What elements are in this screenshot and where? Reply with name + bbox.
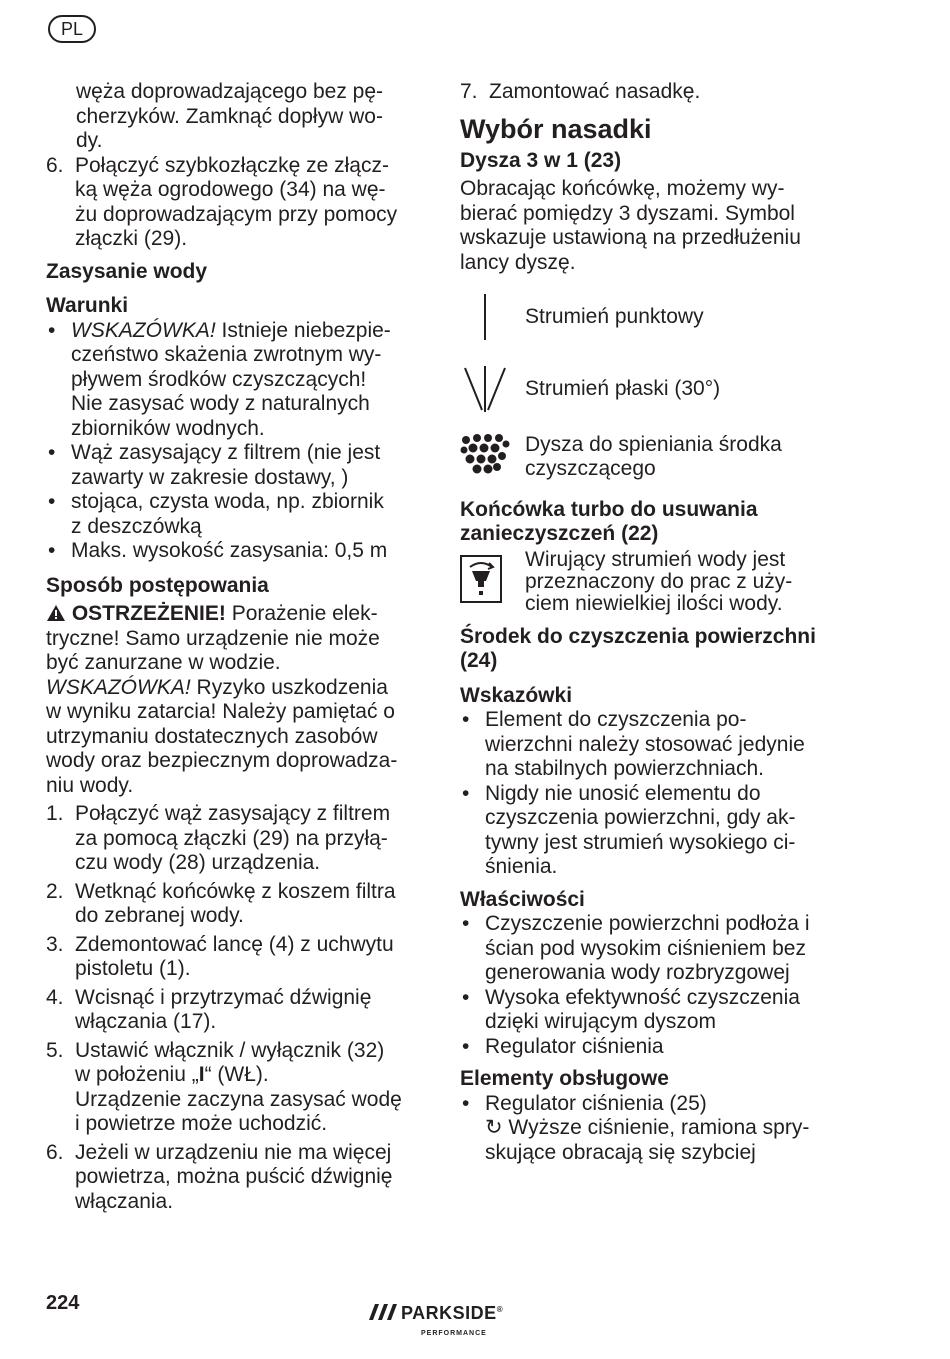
symbol-label: Strumień płaski (30°) (525, 376, 721, 400)
flat-jet-icon (460, 364, 510, 414)
switch-position: I (198, 1063, 205, 1086)
subsection-heading: Elementy obsługowe (460, 1067, 669, 1090)
text-line: Urządzenie zaczyna zasysać wodę (75, 1087, 402, 1111)
text-line: być zanurzane w wodzie. (46, 651, 281, 674)
text-line: żu doprowadzającym przy pomocy (75, 202, 398, 226)
symbol-row (460, 289, 840, 345)
page-number: 224 (46, 1292, 80, 1314)
foam-nozzle-icon (460, 434, 510, 478)
text-line: wierzchni należy stosować jedynie (485, 732, 805, 756)
text-line: dzięki wirującym dyszom (485, 1010, 717, 1033)
text-line: ciem niewielkiej ilości wody. (525, 591, 783, 615)
text-line: lancy dyszę. (460, 250, 576, 274)
list-item (46, 986, 424, 1035)
list-item (460, 986, 840, 1035)
text-line: utrzymaniu dostatecznych zasobów (46, 724, 378, 748)
brand-name: PARKSIDE® (401, 1303, 504, 1323)
list-item (46, 441, 424, 490)
text-line: złączki (29). (75, 227, 188, 250)
text-line: wody oraz bezpiecznym doprowadza- (46, 749, 398, 772)
subsection-heading (460, 625, 840, 674)
text-line: w położeniu „I“ (WŁ). (75, 1063, 269, 1086)
bullet: • (48, 539, 56, 562)
text-line: Regulator ciśnienia (485, 1034, 664, 1058)
warning-label: OSTRZEŻENIE! (71, 602, 226, 625)
symbol-row (460, 547, 840, 615)
brand-logo (365, 1298, 525, 1338)
text-line: bierać pomiędzy 3 dyszami. Symbol (460, 201, 795, 225)
subsection-heading: Warunki (46, 294, 129, 317)
list-item (46, 880, 424, 929)
text-line (71, 319, 424, 344)
text-line (46, 602, 424, 627)
bullet: • (462, 1091, 470, 1115)
text-line: Jeżeli w urządzeniu nie ma więcej (75, 1140, 392, 1164)
steps-list (46, 802, 424, 1214)
text-line: powietrza, można puścić dźwignię (75, 1165, 393, 1188)
warning-icon (46, 604, 66, 622)
bullet: • (462, 708, 470, 731)
text-line: Czyszczenie powierzchni podłoża i (485, 912, 810, 935)
symbol-label: czyszczącego (525, 456, 656, 480)
text-line: czyszczenia powierzchni, gdy ak- (485, 806, 796, 829)
page-section-title: Wybór nasadki (460, 113, 652, 144)
conditions-list (46, 319, 424, 564)
section-heading: Zasysanie wody (46, 259, 208, 283)
text-line: przeznaczony do prac z uży- (525, 569, 793, 593)
list-item (46, 933, 424, 982)
list-item (46, 1141, 424, 1215)
text-line: dy. (76, 129, 103, 152)
subsection-heading: Dysza 3 w 1 (23) (460, 148, 622, 172)
bullet: • (48, 441, 56, 464)
right-column (460, 80, 840, 1165)
bullet: • (462, 912, 470, 935)
bullet: • (462, 985, 470, 1009)
text-line: tywny jest strumień wysokiego ci- (485, 830, 796, 854)
text-line: ↻ Wyższe ciśnienie, ramiona spry- (485, 1116, 810, 1139)
warning-block (46, 602, 424, 798)
left-column (46, 80, 424, 1214)
continued-paragraph (46, 80, 424, 154)
text-line: Wcisnąć i przytrzymać dźwignię (75, 985, 372, 1009)
subsection-heading (460, 498, 840, 547)
text-line: Nie zasysać wody z naturalnych (71, 392, 370, 415)
properties-list (460, 912, 840, 1059)
turbo-nozzle-icon (460, 555, 510, 603)
item-number: 6. (46, 1140, 64, 1164)
subsection-heading: Wskazówki (460, 683, 573, 707)
text-line: czeństwo skażenia zwrotnym wy- (71, 343, 382, 366)
text-line: skujące obracają się szybciej (485, 1140, 756, 1164)
item-number: 5. (46, 1038, 64, 1062)
text-line: w wyniku zatarcia! Należy pamiętać o (46, 700, 395, 723)
text-line: Środek do czyszczenia powierzchni (460, 624, 816, 648)
text-line: włączania (17). (75, 1010, 217, 1033)
text-line: niu wody. (46, 773, 134, 797)
controls-list (460, 1092, 840, 1166)
text-line-rest: Porażenie elek- (225, 602, 378, 625)
list-item (460, 1092, 840, 1166)
item-number: 6. (46, 153, 64, 177)
text-line: Wąż zasysający z filtrem (nie jest (71, 441, 381, 464)
list-item (460, 782, 840, 880)
text-line: za pomocą złączki (29) na przyłą- (75, 826, 388, 850)
item-number: 2. (46, 879, 64, 903)
nozzle-description (460, 177, 840, 275)
symbol-label: Dysza do spieniania środka (525, 433, 782, 456)
text-line: Połączyć szybkozłączkę ze złącz- (75, 153, 389, 177)
bullet: • (48, 318, 56, 342)
text-line: Wetknąć końcówkę z koszem filtra (75, 879, 396, 903)
hints-list (460, 708, 840, 880)
list-item (46, 319, 424, 442)
brand-slashes-icon (365, 1304, 397, 1320)
text-line: Końcówka turbo do usuwania (460, 497, 758, 521)
text-line: cherzyków. Zamknąć dopływ wo- (76, 104, 383, 128)
text-line: Wysoka efektywność czyszczenia (485, 985, 800, 1009)
list-item (460, 708, 840, 782)
text-line: Element do czyszczenia po- (485, 708, 747, 731)
text-line: zawarty w zakresie dostawy, ) (71, 465, 349, 489)
bullet: • (462, 781, 470, 805)
brand-subtitle: PERFORMANCE (421, 1330, 487, 1337)
text-line: śnienia. (485, 855, 558, 878)
text-line: i powietrze może uchodzić. (75, 1112, 328, 1135)
text-line-rest: Istnieje niebezpie- (215, 318, 391, 342)
list-item (460, 1035, 840, 1060)
text-line: na stabilnych powierzchniach. (485, 757, 764, 780)
text-line: Zdemontować lancę (4) z uchwytu (75, 932, 394, 956)
subsection-heading: Właściwości (460, 887, 585, 911)
text-line: Ustawić włącznik / wyłącznik (32) (75, 1038, 385, 1062)
text-line (46, 676, 424, 701)
list-item (460, 912, 840, 986)
bullet: • (48, 490, 56, 513)
bullet: • (462, 1034, 470, 1058)
text-line: Nigdy nie unosić elementu do (485, 781, 761, 805)
item-number: 7. (460, 80, 478, 103)
list-item (460, 80, 840, 105)
subsection-heading: Sposób postępowania (46, 573, 269, 597)
language-badge: PL (48, 15, 96, 43)
item-number: 1. (46, 802, 64, 825)
list-item (46, 802, 424, 876)
item-number: 3. (46, 932, 64, 956)
list-item (46, 154, 424, 252)
text-line: Obracając końcówkę, możemy wy- (460, 177, 785, 200)
text-line: ścian pod wysokim ciśnieniem bez (485, 936, 806, 960)
text-line: zanieczyszczeń (22) (460, 522, 659, 545)
list-item (46, 1039, 424, 1137)
symbol-row (460, 433, 840, 480)
text-line-rest: Ryzyko uszkodzenia (190, 675, 388, 699)
text-line: włączania. (75, 1189, 174, 1213)
text-line: (24) (460, 649, 498, 672)
text-line: zbiorników wodnych. (71, 416, 265, 440)
text-line: tryczne! Samo urządzenie nie może (46, 626, 380, 650)
text-line: ką węża ogrodowego (34) na wę- (75, 178, 386, 201)
text-line: pływem środków czyszczących! (71, 367, 367, 391)
text-line: wskazuje ustawioną na przedłużeniu (460, 226, 801, 249)
text-line: generowania wody rozbryzgowej (485, 961, 790, 984)
list-item (46, 539, 424, 564)
text-line: węża doprowadzającego bez pę- (76, 80, 384, 103)
text-line: Połączyć wąż zasysający z filtrem (75, 802, 391, 825)
text-line: Wirujący strumień wody jest (525, 547, 786, 571)
text-line: z deszczówką (71, 514, 202, 538)
text-line: Regulator ciśnienia (25) (485, 1091, 707, 1115)
text-line: do zebranej wody. (75, 904, 244, 927)
item-number: 4. (46, 985, 64, 1009)
point-jet-icon (460, 292, 510, 342)
text-line: stojąca, czysta woda, np. zbiornik (71, 490, 384, 513)
symbol-label: Strumień punktowy (525, 304, 704, 328)
text-line: Zamontować nasadkę. (489, 80, 701, 103)
list-item (46, 490, 424, 539)
text-line: czu wody (28) urządzenia. (75, 851, 321, 874)
note-label: WSKAZÓWKA! (46, 675, 191, 699)
note-label: WSKAZÓWKA! (71, 318, 216, 342)
text-line: pistoletu (1). (75, 957, 191, 980)
symbol-row (460, 361, 840, 417)
text-line: Maks. wysokość zasysania: 0,5 m (71, 539, 388, 562)
